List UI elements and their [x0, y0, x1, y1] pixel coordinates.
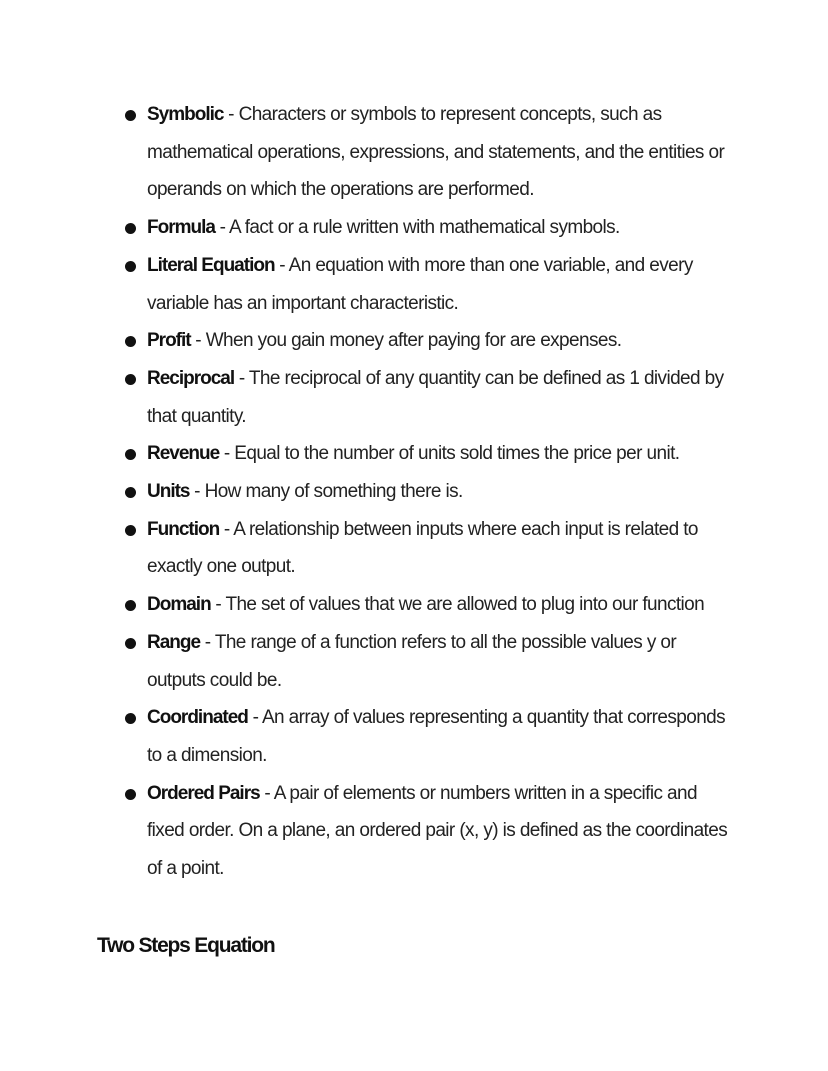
definition-separator: - — [189, 481, 205, 503]
definition-description: An equation with more than one variable, and every variable has an important characteristic. — [147, 254, 693, 314]
definition-separator: - — [214, 217, 229, 239]
definition-separator: - — [259, 782, 274, 804]
definition-separator: - — [219, 443, 235, 465]
definition-description: The reciprocal of any quantity can be defined as 1 divided by that quantity. — [147, 367, 724, 427]
definition-item-domain — [122, 586, 732, 624]
definition-description: Characters or symbols to represent concepts, such as mathematical operations, expressions, and statements, and the entities or operands on which the operations are performed. — [147, 104, 725, 201]
definition-item-profit — [122, 322, 732, 360]
definition-item-formula — [122, 209, 732, 247]
definition-item-function — [122, 511, 732, 586]
section-heading: Two Steps Equation — [97, 934, 275, 957]
definition-description: Equal to the number of units sold times the price per unit. — [234, 443, 680, 465]
definition-list — [122, 96, 732, 888]
definition-separator: - — [190, 330, 206, 352]
definition-description: The set of values that we are allowed to plug into our function — [225, 594, 705, 616]
definition-term: Reciprocal — [147, 367, 235, 389]
definition-term: Revenue — [147, 443, 220, 465]
definition-separator: - — [234, 367, 249, 389]
bullet-icon — [125, 525, 136, 536]
definition-separator: - — [274, 254, 289, 276]
definition-item-coordinated — [122, 699, 732, 774]
definition-term: Ordered Pairs — [147, 782, 260, 804]
definition-description: The range of a function refers to all the possible values y or outputs could be. — [147, 631, 677, 691]
definition-term: Formula — [147, 217, 215, 239]
definition-term: Function — [147, 518, 220, 540]
bullet-icon — [125, 600, 136, 611]
definition-term: Symbolic — [147, 104, 224, 125]
definition-item-revenue — [122, 435, 732, 473]
definition-separator: - — [210, 594, 226, 616]
definition-item-reciprocal — [122, 360, 732, 435]
definition-item-units — [122, 473, 732, 511]
definition-term: Domain — [147, 594, 211, 616]
definition-description: An array of values representing a quantity that corresponds to a dimension. — [147, 707, 726, 766]
definition-item-range — [122, 624, 732, 699]
bullet-icon — [125, 336, 136, 347]
definition-item-symbolic — [122, 96, 732, 209]
definition-item-literal-equation — [122, 247, 732, 322]
definition-separator: - — [247, 707, 262, 729]
bullet-icon — [125, 223, 136, 234]
bullet-icon — [125, 789, 136, 800]
bullet-icon — [125, 374, 136, 385]
definition-description: A fact or a rule written with mathematical symbols. — [229, 217, 620, 239]
bullet-icon — [125, 261, 136, 272]
definition-description: When you gain money after paying for are expenses. — [205, 330, 622, 352]
definition-description: A pair of elements or numbers written in a specific and fixed order. On a plane, an ordered pair (x, y) is defined as the coordinates of a point. — [147, 782, 728, 880]
definition-separator: - — [223, 104, 239, 125]
definition-item-ordered-pairs — [122, 775, 732, 888]
definition-term: Coordinated — [147, 707, 248, 729]
definition-description: How many of something there is. — [204, 481, 463, 503]
definition-separator: - — [219, 518, 234, 540]
bullet-icon — [125, 449, 136, 460]
definition-term: Range — [147, 631, 201, 653]
bullet-icon — [125, 638, 136, 649]
bullet-icon — [125, 713, 136, 724]
definition-term: Literal Equation — [147, 254, 275, 276]
definition-description: A relationship between inputs where each input is related to exactly one output. — [147, 518, 698, 578]
bullet-icon — [125, 110, 136, 121]
definition-separator: - — [200, 631, 215, 653]
bullet-icon — [125, 487, 136, 498]
definition-term: Units — [147, 481, 190, 503]
definition-term: Profit — [147, 330, 191, 352]
